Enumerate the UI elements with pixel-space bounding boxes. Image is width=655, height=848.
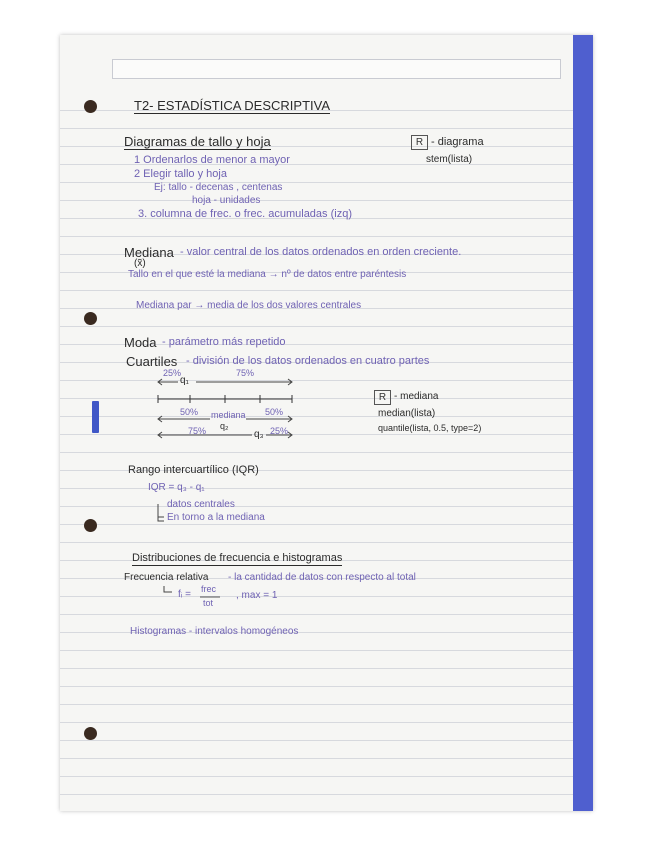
frecuencia-title: Frecuencia relativa bbox=[124, 572, 209, 583]
fi-label: fᵢ = bbox=[178, 589, 191, 600]
r-badge: R bbox=[374, 390, 391, 405]
iqr-formula: IQR = q₃ - q₁ bbox=[148, 482, 205, 493]
mediana-title: Mediana bbox=[124, 245, 174, 260]
notebook-page bbox=[60, 35, 593, 811]
example: hoja - unidades bbox=[192, 195, 261, 206]
heading-tallo-hoja: Diagramas de tallo y hoja bbox=[124, 134, 271, 149]
max-note: , max = 1 bbox=[236, 590, 278, 601]
mediana-definition: - valor central de los datos ordenados en orden creciente. bbox=[180, 246, 462, 258]
r-note: - mediana bbox=[394, 391, 439, 402]
r-note: - diagrama bbox=[431, 136, 484, 148]
cuartiles-definition: - división de los datos ordenados en cuatro partes bbox=[186, 355, 430, 367]
frecuencia-definition: - la cantidad de datos con respecto al total bbox=[228, 572, 416, 583]
moda-title: Moda bbox=[124, 335, 157, 350]
moda-definition: - parámetro más repetido bbox=[162, 336, 286, 348]
label-75: 75% bbox=[236, 368, 255, 378]
step: 2 Elegir tallo y hoja bbox=[134, 168, 227, 180]
cuartiles-title: Cuartiles bbox=[126, 354, 178, 369]
heading-distribuciones: Distribuciones de frecuencia e histogramas bbox=[132, 552, 343, 564]
r-note: median(lista) bbox=[378, 408, 436, 419]
label-q2: q₂ bbox=[220, 421, 229, 431]
label-25-b: 25% bbox=[270, 426, 289, 436]
label-q3: q₃ bbox=[254, 429, 264, 440]
label-mediana: mediana bbox=[211, 410, 246, 420]
iqr-title: Rango intercuartílico (IQR) bbox=[128, 464, 259, 476]
step: 1 Ordenarlos de menor a mayor bbox=[134, 154, 290, 166]
label-50-left: 50% bbox=[180, 407, 199, 417]
label-q1: q₁ bbox=[180, 375, 189, 386]
fraction-denominator: tot bbox=[203, 598, 214, 608]
histograma-note: Histogramas - intervalos homogéneos bbox=[130, 626, 299, 637]
r-note: quantile(lista, 0.5, type=2) bbox=[378, 423, 482, 433]
mediana-tallo-note: Tallo en el que esté la mediana → nº de datos entre paréntesis bbox=[128, 269, 407, 280]
r-note: stem(lista) bbox=[426, 154, 473, 165]
fraction-numerator: frec bbox=[201, 584, 217, 594]
page-title: T2- ESTADÍSTICA DESCRIPTIVA bbox=[134, 98, 330, 113]
iqr-bullet: En torno a la mediana bbox=[167, 512, 265, 523]
example: Ej: tallo - decenas , centenas bbox=[154, 182, 283, 193]
step: 3. columna de frec. o frec. acumuladas (izq) bbox=[138, 208, 352, 220]
r-badge: R bbox=[411, 135, 428, 150]
mediana-par-note: Mediana par → media de los dos valores centrales bbox=[136, 300, 362, 311]
label-25: 25% bbox=[163, 368, 182, 378]
mediana-symbol: (x̃) bbox=[134, 258, 146, 269]
label-50-right: 50% bbox=[265, 407, 284, 417]
iqr-bullet: datos centrales bbox=[167, 499, 235, 510]
quartile-diagram bbox=[60, 35, 593, 811]
label-75-b: 75% bbox=[188, 426, 207, 436]
